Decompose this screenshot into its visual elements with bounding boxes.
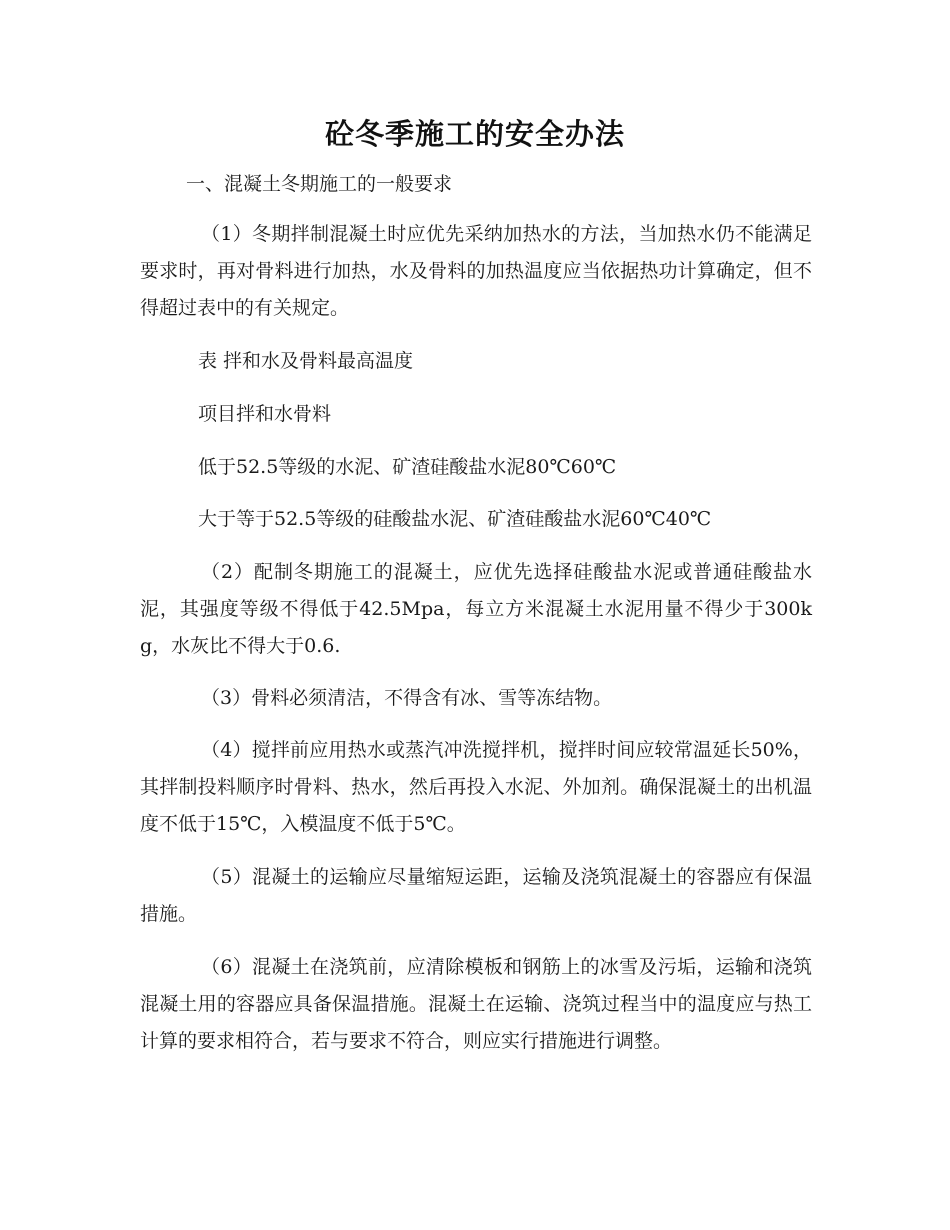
table-header-row: 项目拌和水骨料 — [198, 403, 332, 425]
table-caption: 表 拌和水及骨料最高温度 — [198, 350, 414, 372]
table-row-2: 大于等于52.5等级的硅酸盐水泥、矿渣硅酸盐水泥60℃40℃ — [198, 508, 712, 530]
section-heading: 一、混凝土冬期施工的一般要求 — [186, 173, 453, 195]
paragraph-1: （1）冬期拌制混凝土时应优先采纳加热水的方法，当加热水仍不能满足要求时，再对骨料进行加热，水及骨料的加热温度应当依据热功计算确定，但不得超过表中的有关规定。 — [140, 223, 812, 319]
paragraph-6: （6）混凝土在浇筑前，应清除模板和钢筋上的冰雪及污垢，运输和浇筑混凝土用的容器应具备保温措施。混凝土在运输、浇筑过程当中的温度应与热工计算的要求相符合，若与要求不符合，则应实行措施进行调整。 — [140, 956, 812, 1052]
paragraph-4: （4）搅拌前应用热水或蒸汽冲洗搅拌机，搅拌时间应较常温延长50%，其拌制投料顺序时骨料、热水，然后再投入水泥、外加剂。确保混凝土的出机温度不低于15℃，入模温度不低于5℃。 — [140, 739, 812, 835]
table-row-1: 低于52.5等级的水泥、矿渣硅酸盐水泥80℃60℃ — [198, 456, 617, 478]
paragraph-5: （5）混凝土的运输应尽量缩短运距，运输及浇筑混凝土的容器应有保温措施。 — [140, 866, 812, 925]
document-title: 砼冬季施工的安全办法 — [324, 117, 625, 151]
paragraph-3: （3）骨料必须清洁，不得含有冰、雪等冻结物。 — [201, 687, 613, 709]
paragraph-2: （2）配制冬期施工的混凝土，应优先选择硅酸盐水泥或普通硅酸盐水泥，其强度等级不得低于42.5Mpa，每立方米混凝土水泥用量不得少于300kg，水灰比不得大于0.6. — [140, 561, 812, 657]
